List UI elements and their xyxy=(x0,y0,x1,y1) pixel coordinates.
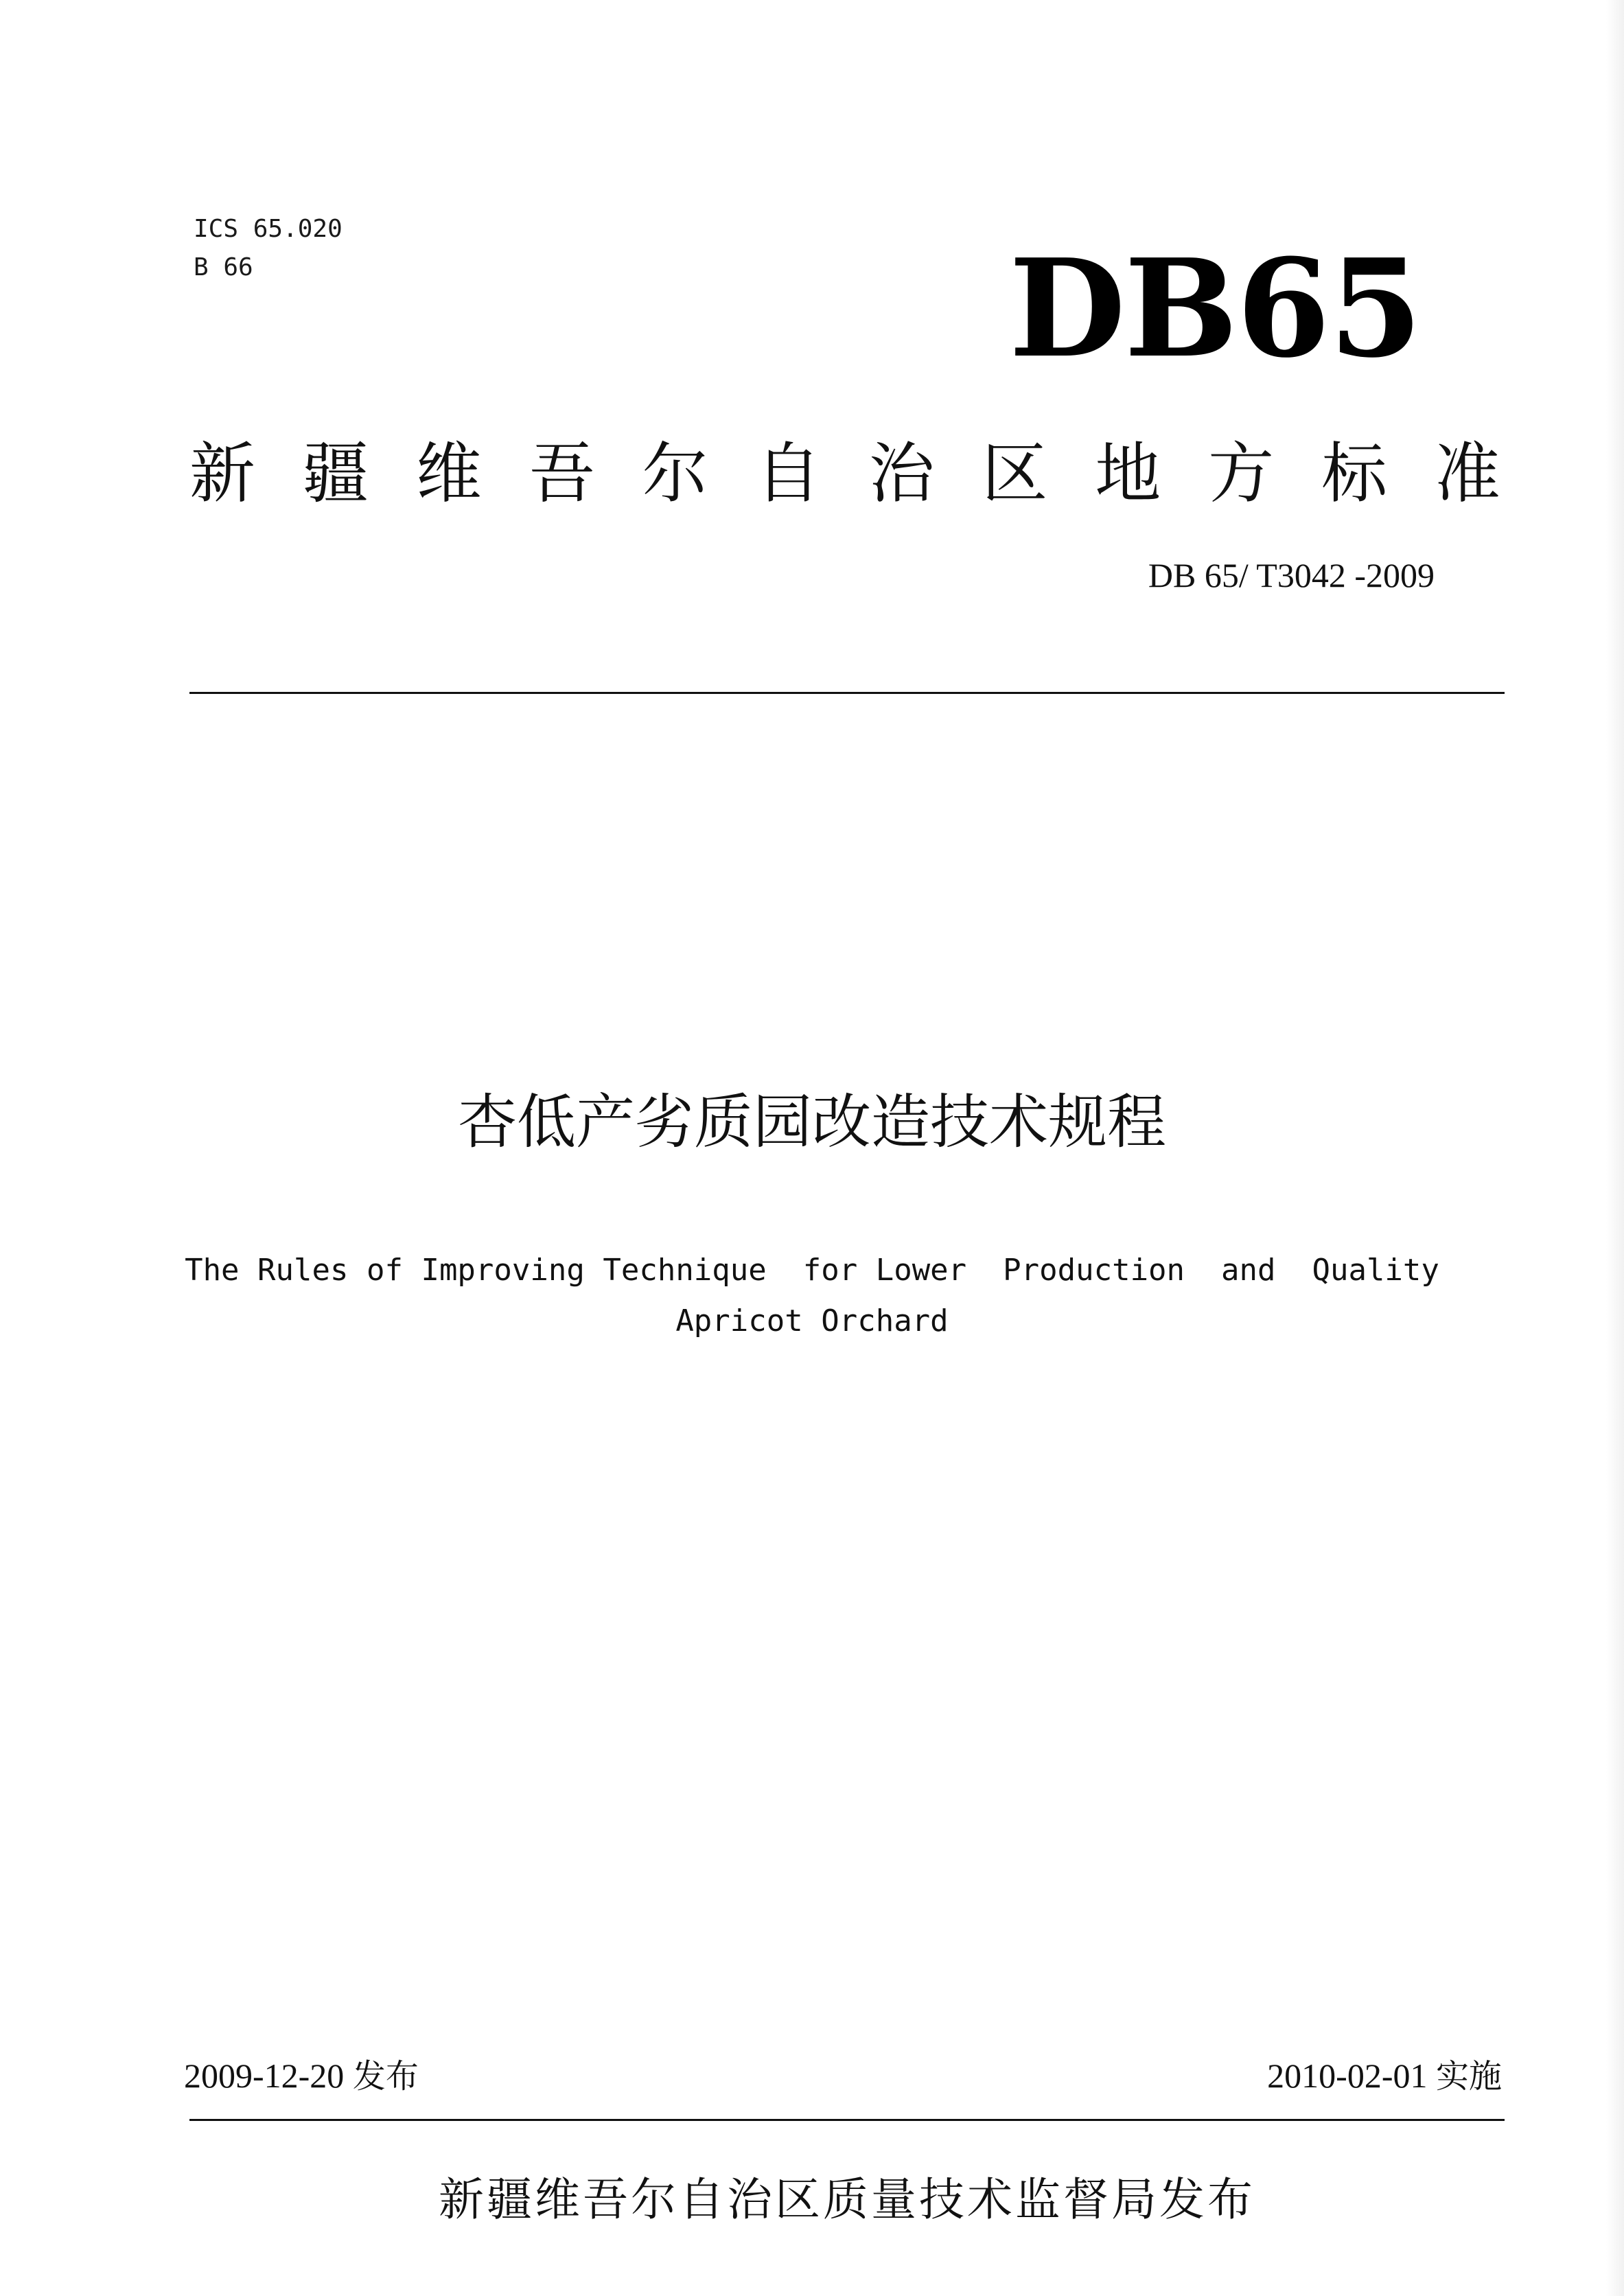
title-chinese: 杏低产劣质园改造技术规程 xyxy=(458,1088,1166,1157)
standard-type-char: 尔 xyxy=(642,435,708,512)
issue-label: 发布 xyxy=(352,2057,419,2096)
standard-type-char: 治 xyxy=(868,435,935,512)
standard-type-char: 吾 xyxy=(529,435,595,512)
title-english-line: Apricot Orchard xyxy=(675,1303,949,1338)
implementation-date-block xyxy=(1267,2054,1502,2098)
implementation-label: 实施 xyxy=(1435,2057,1502,2096)
title-english xyxy=(151,1245,1473,1347)
standard-type-char: 维 xyxy=(415,435,482,512)
publisher: 新疆维吾尔自治区质量技术监督局发布 xyxy=(439,2173,1255,2226)
standard-type-char: 新 xyxy=(189,435,255,512)
standard-mark: DB65 xyxy=(1009,230,1422,388)
standard-type-char: 准 xyxy=(1434,435,1500,512)
standard-type-title xyxy=(189,432,1500,515)
standard-type-char: 区 xyxy=(982,435,1048,512)
title-english-line: The Rules of Improving Technique for Lower Production and Quality xyxy=(185,1253,1439,1288)
ccs-code: B 66 xyxy=(194,253,253,281)
top-divider xyxy=(189,692,1505,694)
standard-type-char: 地 xyxy=(1095,435,1161,512)
ics-code: ICS 65.020 xyxy=(194,215,343,243)
scan-edge-shadow xyxy=(1606,0,1624,2296)
classification-codes xyxy=(194,210,343,287)
issue-date-block xyxy=(184,2054,419,2098)
standard-type-char: 自 xyxy=(755,435,822,512)
bottom-divider xyxy=(189,2119,1505,2121)
standard-type-char: 疆 xyxy=(302,435,369,512)
standard-number: DB 65/ T3042 -2009 xyxy=(1148,556,1435,594)
standard-type-char: 标 xyxy=(1321,435,1388,512)
issue-date: 2009-12-20 xyxy=(184,2056,345,2095)
implementation-date: 2010-02-01 xyxy=(1267,2056,1428,2095)
standard-type-char: 方 xyxy=(1208,435,1275,512)
